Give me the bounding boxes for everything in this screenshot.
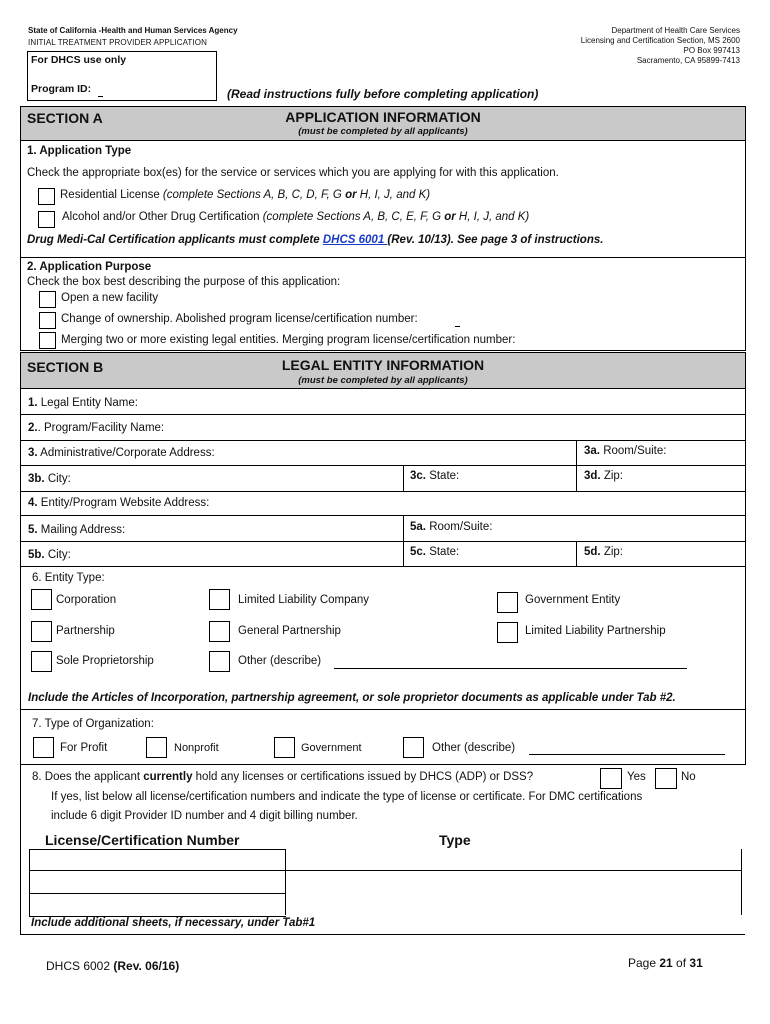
city-state-zip-5-row — [20, 542, 746, 567]
for-profit-label: For Profit — [60, 742, 108, 754]
form-name: INITIAL TREATMENT PROVIDER APPLICATION — [28, 38, 207, 47]
program-facility-name-row[interactable] — [20, 415, 746, 441]
aod-certification-checkbox[interactable] — [38, 211, 55, 228]
q8-text-a: 8. Does the applicant — [32, 771, 144, 783]
partnership-checkbox[interactable] — [31, 621, 52, 642]
residential-license-label — [60, 189, 430, 201]
legal-entity-name-row[interactable] — [20, 388, 746, 415]
entity-type-block — [20, 567, 746, 710]
q1-instruction: Check the appropriate box(es) for the service or services which you are applying for with this application. — [27, 167, 559, 179]
q8-yes-label: Yes — [627, 771, 646, 783]
zip-3d-label[interactable]: 3d. Zip: — [584, 470, 623, 482]
license-number-cell-3[interactable] — [30, 895, 284, 914]
current-licenses-block — [20, 765, 745, 935]
room-suite-3a-label[interactable]: 3a. Room/Suite: — [584, 445, 667, 457]
medi-cal-text-b: (Rev. 10/13). See page 3 of instructions. — [387, 234, 604, 246]
aod-label-b: (complete Sections A, B, C, E, F, G — [262, 211, 445, 223]
dhcs-use-box — [27, 51, 217, 101]
dhcs-use-label: For DHCS use only — [31, 54, 127, 66]
q8-instruction-line2: If yes, list below all license/certification numbers and indicate the type of license or certificate. For DMC certifications — [51, 791, 643, 803]
q6-title: 6. Entity Type: — [32, 572, 105, 584]
other-entity-label: Other (describe) — [238, 655, 322, 667]
section-b-subtitle: (must be completed by all applicants) — [298, 375, 468, 386]
city-5b-label[interactable]: 5b. City: — [28, 549, 71, 561]
aod-certification-label — [62, 211, 529, 223]
q1-title: 1. Application Type — [27, 145, 132, 157]
medi-cal-text-a: Drug Medi-Cal Certification applicants must complete — [27, 234, 323, 246]
q8-currently: currently — [143, 771, 193, 783]
program-id-field[interactable] — [98, 96, 103, 97]
llp-label: Limited Liability Partnership — [525, 625, 666, 637]
license-number-cell-1[interactable] — [30, 851, 284, 869]
government-org-label: Government — [301, 742, 362, 754]
application-type-block — [20, 140, 746, 258]
merging-entities-checkbox[interactable] — [39, 332, 56, 349]
other-entity-checkbox[interactable] — [209, 651, 230, 672]
articles-note: Include the Articles of Incorporation, partnership agreement, or sole proprietor documents as applicable under Tab #2. — [28, 692, 676, 704]
license-number-cell-2[interactable] — [30, 872, 284, 893]
section-b-header — [20, 352, 746, 389]
q2-instruction: Check the box best describing the purpose of this application: — [27, 276, 341, 288]
divider — [30, 893, 286, 894]
form-id-number: DHCS 6002 — [46, 959, 114, 973]
dhcs-6001-link[interactable]: DHCS 6001 — [322, 234, 388, 246]
residential-label-or: or — [345, 189, 357, 201]
state-3c-label[interactable]: 3c. State: — [410, 470, 460, 482]
program-facility-name-label: 2.. Program/Facility Name: — [28, 422, 165, 434]
divider — [741, 849, 742, 915]
sole-proprietorship-label: Sole Proprietorship — [56, 655, 154, 667]
divider — [403, 542, 404, 566]
mailing-address-row — [20, 516, 746, 542]
partnership-label: Partnership — [56, 625, 115, 637]
section-a-label: SECTION A — [27, 110, 103, 126]
divider — [576, 466, 577, 491]
organization-type-block — [20, 710, 746, 765]
mailing-address-label[interactable]: 5. Mailing Address: — [28, 524, 126, 536]
form-revision: (Rev. 06/16) — [113, 959, 180, 973]
section-a-title: APPLICATION INFORMATION — [285, 109, 481, 125]
divider — [576, 441, 577, 465]
open-new-facility-label: Open a new facility — [61, 292, 159, 304]
admin-address-row — [20, 441, 746, 466]
llc-label: Limited Liability Company — [238, 594, 370, 606]
application-purpose-block — [20, 258, 746, 351]
admin-address-label[interactable]: 3. Administrative/Corporate Address: — [28, 447, 215, 459]
q7-title: 7. Type of Organization: — [32, 718, 154, 730]
aod-label-or: or — [444, 211, 456, 223]
general-partnership-checkbox[interactable] — [209, 621, 230, 642]
q8-no-label: No — [681, 771, 696, 783]
residential-label-c: H, I, J, and K) — [356, 189, 431, 201]
section-a-header — [20, 106, 746, 141]
change-ownership-label: Change of ownership. Abolished program license/certification number: — [61, 313, 418, 325]
dept-section: Licensing and Certification Section, MS 2600 — [580, 36, 740, 45]
type-cell-1[interactable] — [287, 851, 739, 869]
residential-label-a: Residential License — [60, 189, 163, 201]
q8-yes-checkbox[interactable] — [600, 768, 622, 789]
q8-text-b: hold any licenses or certifications issued by DHCS (ADP) or DSS? — [192, 771, 534, 783]
type-cell-2[interactable] — [287, 872, 739, 914]
corporation-label: Corporation — [56, 594, 117, 606]
llc-checkbox[interactable] — [209, 589, 230, 610]
other-org-describe-field[interactable] — [529, 754, 725, 755]
other-org-checkbox[interactable] — [403, 737, 424, 758]
divider — [285, 849, 286, 915]
q8-instruction-line3: include 6 digit Provider ID number and 4 digit billing number. — [51, 810, 358, 822]
website-address-row[interactable] — [20, 492, 746, 516]
divider — [403, 516, 404, 541]
agency-name: State of California -Health and Human Services Agency — [28, 26, 238, 35]
form-id — [46, 959, 179, 973]
zip-5d-label[interactable]: 5d. Zip: — [584, 546, 623, 558]
government-org-checkbox[interactable] — [274, 737, 295, 758]
nonprofit-label: Nonprofit — [174, 742, 219, 754]
program-id-label: Program ID: — [31, 83, 92, 95]
type-column-header: Type — [439, 832, 471, 848]
sole-proprietorship-checkbox[interactable] — [31, 651, 52, 672]
q2-title: 2. Application Purpose — [27, 261, 152, 273]
section-b-label: SECTION B — [27, 359, 104, 375]
other-org-label: Other (describe) — [432, 742, 516, 754]
license-number-column-header: License/Certification Number — [45, 832, 240, 848]
department-address — [581, 26, 740, 66]
divider — [403, 466, 404, 491]
aod-label-c: H, I, J, and K) — [455, 211, 530, 223]
nonprofit-checkbox[interactable] — [146, 737, 167, 758]
open-new-facility-checkbox[interactable] — [39, 291, 56, 308]
divider — [30, 870, 286, 871]
section-b-title: LEGAL ENTITY INFORMATION — [281, 357, 485, 373]
read-instructions-note: (Read instructions fully before completing application) — [227, 87, 539, 101]
section-a-subtitle: (must be completed by all applicants) — [298, 126, 468, 137]
dept-city: Sacramento, CA 95899-7413 — [636, 56, 740, 65]
divider — [576, 542, 577, 566]
dept-pobox: PO Box 997413 — [683, 46, 740, 55]
for-profit-checkbox[interactable] — [33, 737, 54, 758]
state-5c-label[interactable]: 5c. State: — [410, 546, 460, 558]
page-number: Page 21 of 31 — [628, 956, 703, 970]
government-entity-label: Government Entity — [525, 594, 621, 606]
change-ownership-checkbox[interactable] — [39, 312, 56, 329]
legal-entity-name-label: 1. Legal Entity Name: — [28, 397, 138, 409]
divider — [285, 870, 741, 871]
city-3b-label[interactable]: 3b. City: — [28, 473, 71, 485]
corporation-checkbox[interactable] — [31, 589, 52, 610]
website-address-label: 4. Entity/Program Website Address: — [28, 497, 210, 509]
dept-name: Department of Health Care Services — [611, 26, 740, 35]
city-state-zip-3-row — [20, 466, 746, 492]
government-entity-checkbox[interactable] — [497, 592, 518, 613]
aod-label-a: Alcohol and/or Other Drug Certification — [62, 211, 263, 223]
medi-cal-note — [27, 234, 603, 246]
other-entity-describe-field[interactable] — [334, 668, 687, 669]
general-partnership-label: General Partnership — [238, 625, 341, 637]
q8-no-checkbox[interactable] — [655, 768, 677, 789]
merging-entities-label: Merging two or more existing legal entities. Merging program license/certification number: — [61, 334, 516, 346]
residential-label-b: (complete Sections A, B, C, D, F, G — [162, 189, 346, 201]
llp-checkbox[interactable] — [497, 622, 518, 643]
room-suite-5a-label[interactable]: 5a. Room/Suite: — [410, 521, 493, 533]
abolished-number-field[interactable] — [455, 326, 460, 327]
q8-question — [32, 771, 533, 783]
residential-license-checkbox[interactable] — [38, 188, 55, 205]
additional-sheets-note: Include additional sheets, if necessary, under Tab#1 — [31, 917, 316, 929]
